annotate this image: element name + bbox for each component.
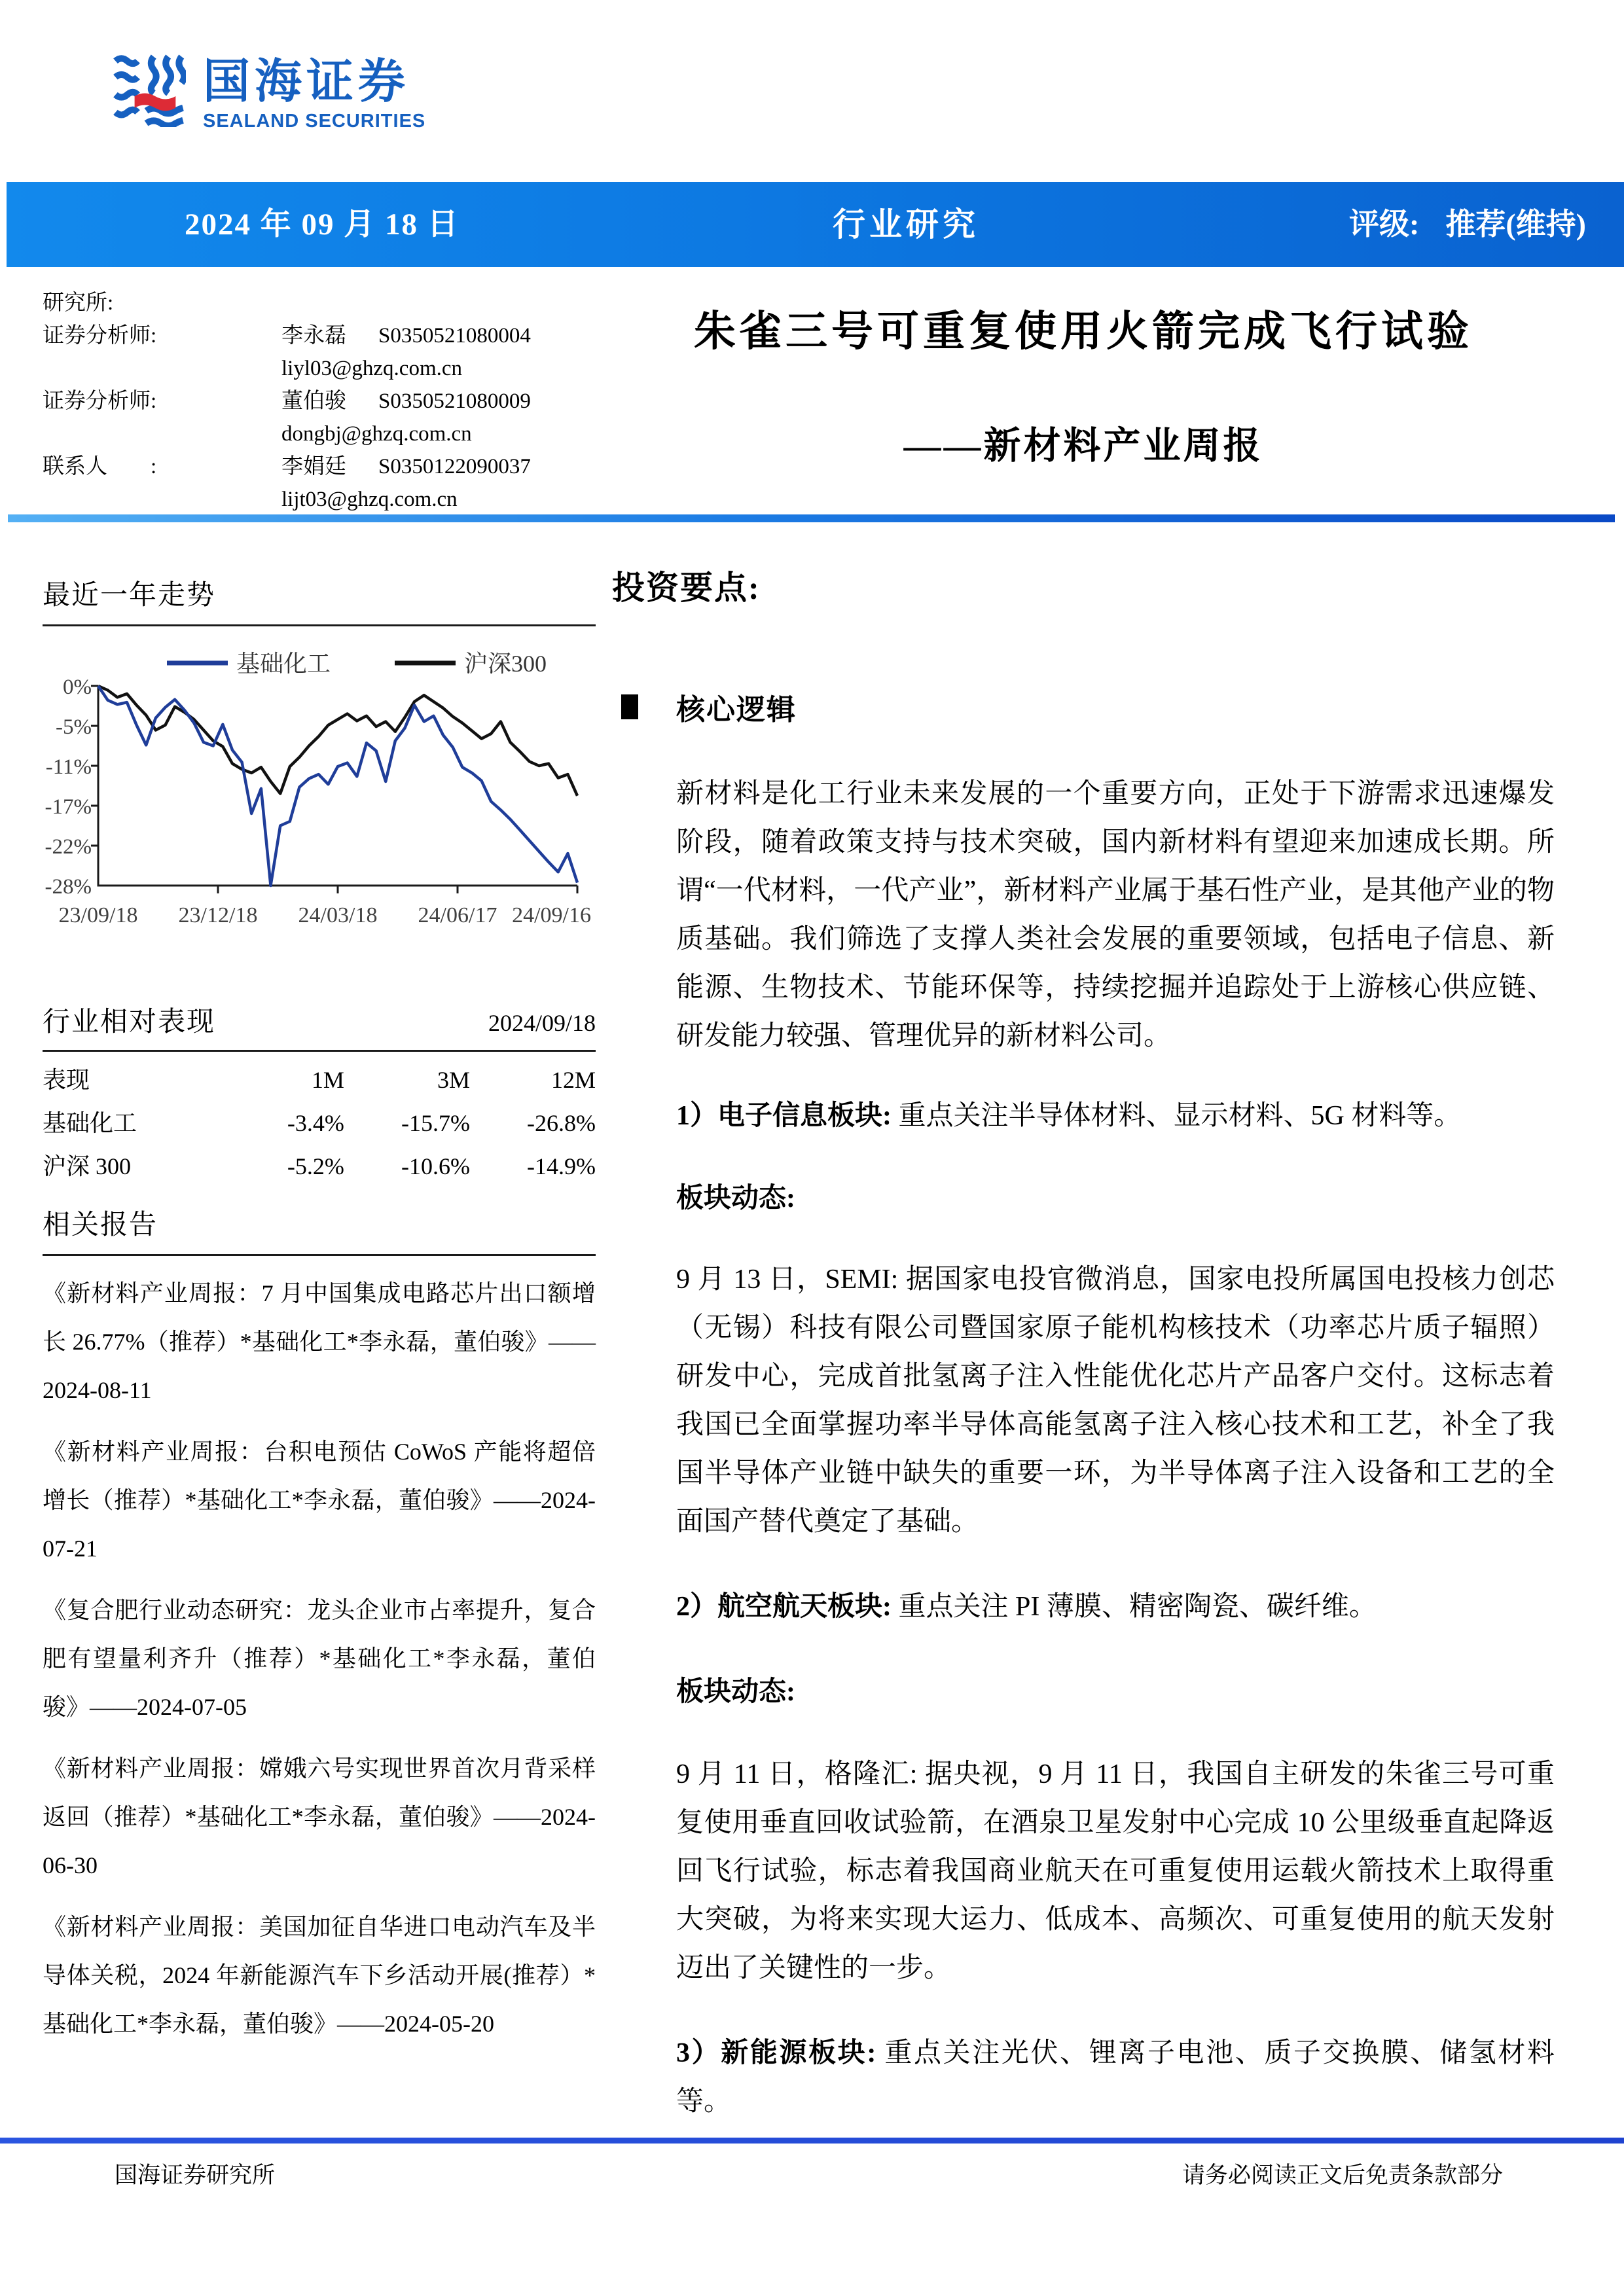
analyst-email: liyl03@ghzq.com.cn [281, 357, 463, 380]
header-banner [7, 182, 1624, 267]
axis-ticks [91, 686, 577, 893]
analyst-email: dongbj@ghzq.com.cn [281, 422, 472, 446]
sector-dynamics-heading: 板块动态: [676, 1677, 795, 1707]
x-tick: 23/09/18 [58, 903, 138, 927]
table-row [43, 1102, 596, 1145]
reports-heading: 相关报告 [43, 1203, 596, 1256]
trend-chart [43, 630, 596, 931]
rating-badge [1349, 182, 1586, 267]
semi-news-paragraph: 9 月 13 日，SEMI: 据国家电投官微消息，国家电投所属国电投核力创芯（无锡）科技有限公司暨国家原子能机构核技术（功率芯片质子辐照）研发中心，完成首批氢离子注入性能优化芯片产品客户交付。这标志着我国已全面掌握功率半导体高能氢离子注入核心技术和工艺，补全了我国半导体产业链中缺失的重要一环，为半导体离子注入设备和工艺的全面国产替代奠定了基础。 [676, 1265, 1555, 1537]
analyst-row [43, 319, 605, 352]
x-tick: 24/09/16 [512, 903, 591, 927]
analyst-row [43, 385, 605, 418]
report-item: 《新材料产业周报：美国加征自华进口电动汽车及半导体关税，2024 年新能源汽车下乡活动开展(推荐）*基础化工*李永磊，董伯骏》——2024-05-20 [43, 1914, 596, 2037]
title-block [612, 298, 1555, 469]
analyst-label: 证券分析师: [43, 324, 157, 348]
analyst-row [43, 450, 605, 483]
performance-heading: 行业相对表现 [43, 1007, 216, 1037]
analyst-email-row [43, 352, 605, 385]
logo-name-en: SEALAND SECURITIES [203, 111, 426, 132]
x-tick: 24/03/18 [298, 903, 378, 927]
contact-email: lijt03@ghzq.com.cn [281, 488, 458, 511]
footer-left: 国海证券研究所 [115, 2162, 276, 2188]
col-header: 12M [550, 1067, 596, 1093]
y-tick: -17% [45, 795, 92, 819]
chart-legend [167, 651, 547, 677]
row-name: 沪深 300 [43, 1153, 132, 1179]
col-header: 表现 [43, 1067, 90, 1093]
x-tick: 24/06/17 [418, 903, 497, 927]
sector-text: 重点关注 PI 薄膜、精密陶瓷、碳纤维。 [892, 1592, 1377, 1622]
sector-text: 重点关注半导体材料、显示材料、5G 材料等。 [892, 1101, 1462, 1131]
sector-lead: 3）新能源板块: [676, 2038, 876, 2068]
investment-highlights [612, 562, 1555, 2126]
cell-3m: -15.7% [401, 1110, 470, 1136]
core-logic-paragraph: 新材料是化工行业未来发展的一个重要方向，正处于下游需求迅速爆发阶段，随着政策支持与技术突破，国内新材料有望迎来加速成长期。所谓“一代材料，一代产业”，新材料产业属于基石性产业，是其他产业的物质基础。我们筛选了支撑人类社会发展的重要领域，包括电子信息、新能源、生物技术、节能环保等，持续挖掘并追踪处于上游核心供应链、研发能力较强、管理优异的新材料公司。 [676, 779, 1555, 1051]
y-tick: -11% [45, 755, 92, 779]
cell-12m: -14.9% [527, 1153, 596, 1179]
report-item: 《新材料产业周报：台积电预估 CoWoS 产能将超倍增长（推荐）*基础化工*李永磊，董伯骏》——2024-07-21 [43, 1439, 596, 1562]
report-title: 朱雀三号可重复使用火箭完成飞行试验 [694, 308, 1473, 355]
footer-divider [0, 2138, 1624, 2144]
sector-lead: 2）航空航天板块: [676, 1592, 892, 1622]
rating-value: 推荐(维持) [1445, 207, 1586, 241]
y-tick: 0% [63, 675, 92, 699]
analyst-code: S0350521080009 [378, 389, 531, 413]
analyst-name: 董伯骏 [281, 389, 346, 413]
report-category: 行业研究 [833, 206, 979, 243]
core-logic-row [612, 686, 1555, 728]
rating-label: 评级: [1349, 207, 1420, 241]
contact-label: 联系人 : [43, 455, 157, 478]
legend-label-hs300: 沪深300 [464, 651, 547, 677]
related-reports-section [43, 1203, 596, 2048]
office-label: 研究所: [43, 291, 114, 315]
core-logic-heading: 核心逻辑 [676, 694, 797, 726]
analyst-email-row [43, 483, 605, 516]
legend-label-chem: 基础化工 [236, 651, 331, 677]
x-axis-labels [59, 903, 591, 927]
report-item: 《新材料产业周报：7 月中国集成电路芯片出口额增长 26.77%（推荐）*基础化工*李永磊，董伯骏》——2024-08-11 [43, 1280, 596, 1403]
contact-code: S0350122090037 [378, 455, 531, 478]
analyst-email-row [43, 418, 605, 450]
analyst-name: 李永磊 [281, 324, 346, 348]
table-row [43, 1145, 596, 1188]
y-tick: -22% [45, 835, 92, 859]
performance-date: 2024/09/18 [488, 1010, 596, 1036]
report-date: 2024 年 09 月 18 日 [185, 207, 460, 242]
report-item: 《复合肥行业动态研究：龙头企业市占率提升，复合肥有望量利齐升（推荐）*基础化工*李永磊，董伯骏》——2024-07-05 [43, 1597, 596, 1720]
report-item: 《新材料产业周报：嫦娥六号实现世界首次月背采样返回（推荐）*基础化工*李永磊，董伯骏》——2024-06-30 [43, 1755, 596, 1878]
row-name: 基础化工 [43, 1110, 137, 1136]
trend-heading: 最近一年走势 [43, 573, 596, 626]
logo-text [203, 54, 425, 132]
y-axis-labels [45, 675, 92, 899]
cell-3m: -10.6% [401, 1153, 470, 1179]
cell-12m: -26.8% [527, 1110, 596, 1136]
sector-item-aerospace [612, 1583, 1555, 1631]
col-header: 3M [437, 1067, 470, 1093]
rocket-news-paragraph: 9 月 11 日，格隆汇: 据央视，9 月 11 日，我国自主研发的朱雀三号可重复使用垂直回收试验箭，在酒泉卫星发射中心完成 10 公里级垂直起降返回飞行试验，标志着我国商业航天在可重复使用运载火箭技术上取得重大突破，为将来实现大运力、低成本、高频次、可重复使用的航天发射迈出了关键性的一步。 [676, 1759, 1555, 1983]
contact-name: 李娟廷 [281, 455, 346, 478]
col-header: 1M [311, 1067, 344, 1093]
sector-lead: 1）电子信息板块: [676, 1101, 892, 1131]
x-tick: 23/12/18 [178, 903, 258, 927]
performance-section [43, 1000, 596, 1188]
table-header-row [43, 1058, 596, 1102]
y-tick: -28% [45, 875, 92, 899]
sealand-logo-icon [113, 54, 186, 127]
analyst-code: S0350521080004 [378, 324, 531, 348]
logo-name-zh: 国海证券 [203, 56, 410, 108]
performance-header [43, 1000, 596, 1052]
report-subtitle: ——新材料产业周报 [903, 425, 1263, 467]
square-bullet-icon [621, 694, 638, 719]
sector-text: 重点关注光伏、锂离子电池、质子交换膜、储氢材料等。 [676, 2038, 1555, 2117]
y-tick: -5% [56, 715, 92, 739]
sector-item-electronics [612, 1092, 1555, 1140]
footer-right: 请务必阅读正文后免责条款部分 [1182, 2162, 1503, 2188]
invest-heading: 投资要点: [612, 569, 761, 606]
cell-1m: -3.4% [287, 1110, 344, 1136]
sector-dynamics-heading: 板块动态: [676, 1183, 795, 1213]
cell-1m: -5.2% [287, 1153, 344, 1179]
sector-item-newenergy [612, 2029, 1555, 2126]
trend-section [43, 573, 596, 931]
analyst-label: 证券分析师: [43, 389, 157, 413]
header-divider [8, 514, 1615, 522]
analyst-block [43, 287, 605, 516]
performance-table [43, 1058, 596, 1188]
company-logo [113, 54, 425, 132]
